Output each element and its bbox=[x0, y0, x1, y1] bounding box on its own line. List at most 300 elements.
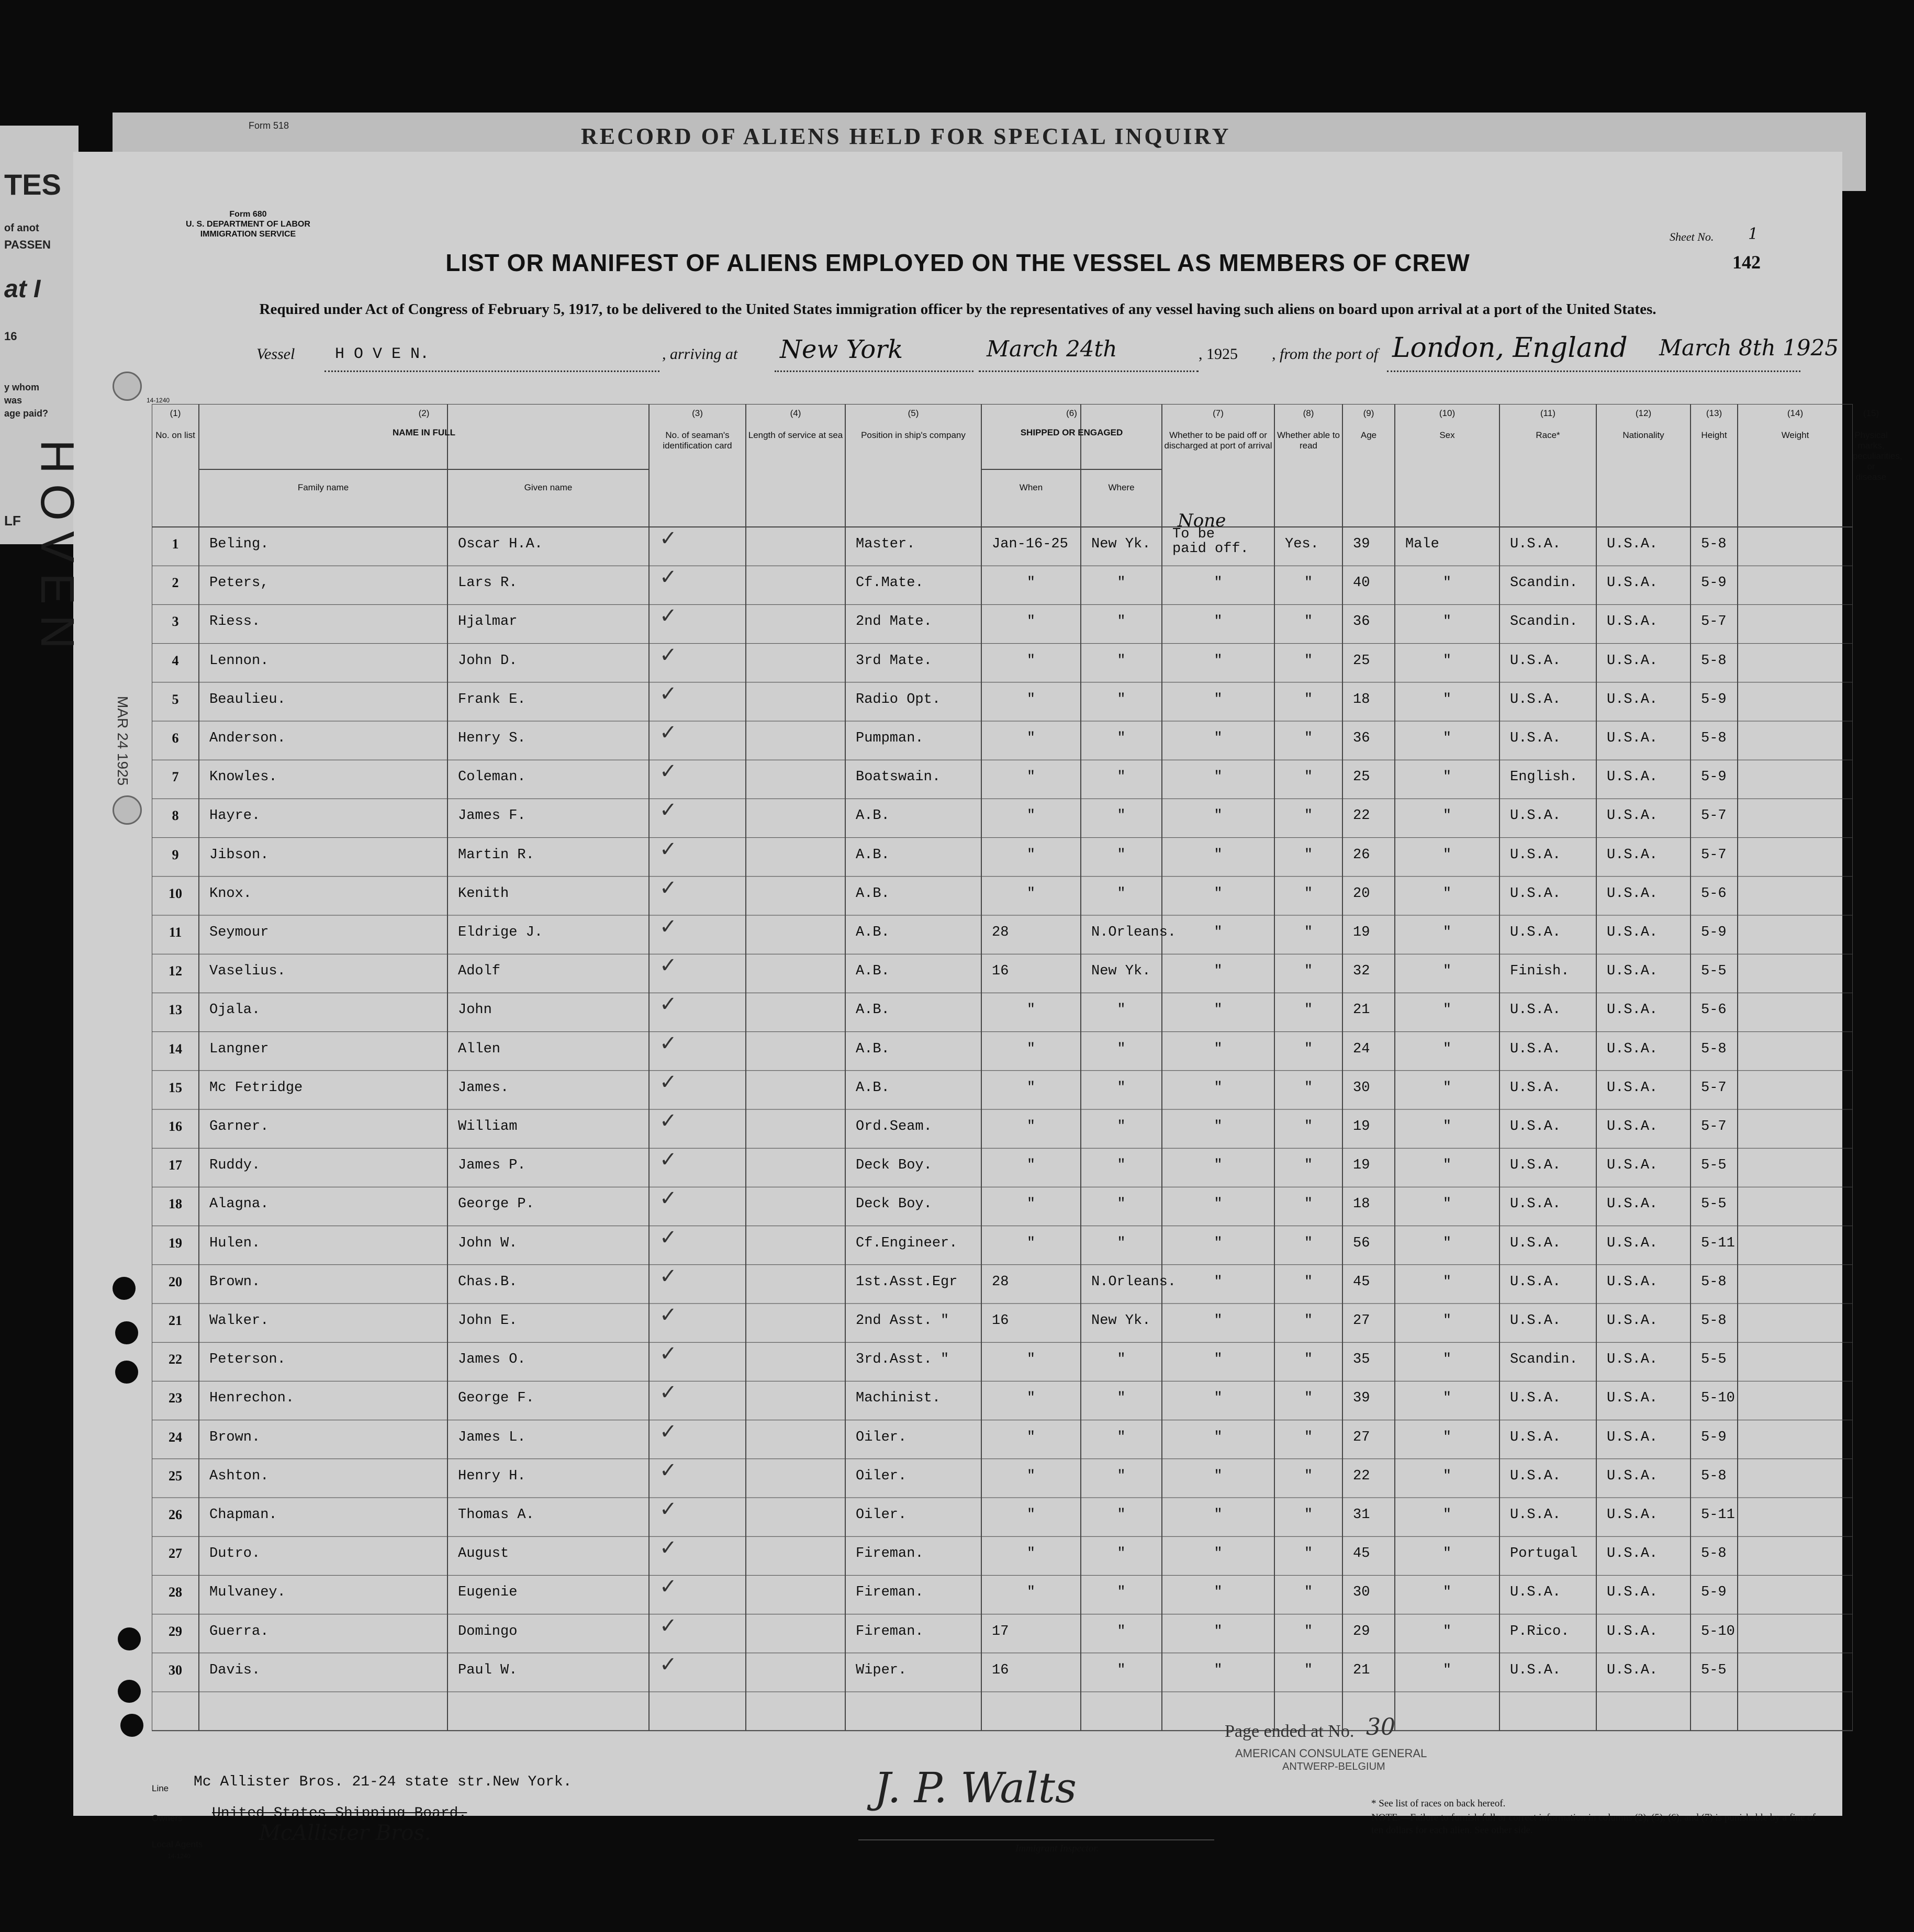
cell-shipped-where: " bbox=[1117, 769, 1126, 785]
cell-able-to-read: " bbox=[1304, 1468, 1313, 1484]
cell-race: U.S.A. bbox=[1510, 1235, 1561, 1251]
check-mark-icon: ✓ bbox=[659, 604, 677, 628]
punch-hole bbox=[113, 1277, 136, 1300]
check-mark-icon: ✓ bbox=[659, 837, 677, 861]
check-mark-icon: ✓ bbox=[659, 1148, 677, 1172]
cell-sex: " bbox=[1442, 1041, 1452, 1057]
cell-position: 1st.Asst.Egr bbox=[856, 1274, 958, 1290]
column-header: SHIPPED OR ENGAGED bbox=[1020, 428, 1123, 437]
cell-race: Scandin. bbox=[1510, 614, 1578, 630]
check-mark-icon: ✓ bbox=[659, 526, 677, 550]
check-mark-icon: ✓ bbox=[659, 1652, 677, 1676]
cell-nationality: U.S.A. bbox=[1607, 808, 1658, 824]
cell-position: A.B. bbox=[856, 808, 890, 824]
cell-sex: " bbox=[1442, 1080, 1452, 1096]
cell-nationality: U.S.A. bbox=[1607, 1390, 1658, 1407]
cell-position: Deck Boy. bbox=[856, 1196, 932, 1212]
cell-nationality: U.S.A. bbox=[1607, 536, 1658, 552]
cell-able-to-read: " bbox=[1304, 1158, 1313, 1174]
check-mark-icon: ✓ bbox=[659, 1264, 677, 1288]
inspector-label: Immigrant Inspector. bbox=[1015, 1843, 1099, 1854]
cell-shipped-when: " bbox=[1026, 847, 1036, 863]
column-header: Length of service at sea bbox=[748, 430, 843, 440]
cell-family-name: Ruddy. bbox=[209, 1158, 261, 1174]
penalty-note: NOTE.—Failure to furnish full or correct information in columns (2), (5), (6), and (7) is punishable by a fine of ten dollars for each alien. See other side. bbox=[1371, 1812, 1816, 1836]
column-header: Nationality bbox=[1622, 430, 1664, 440]
cell-family-name: Hayre. bbox=[209, 808, 261, 824]
consulate-stamp-city: ANTWERP-BELGIUM bbox=[1282, 1761, 1385, 1772]
cell-paid-off: " bbox=[1214, 731, 1223, 746]
left-fragment: LF bbox=[4, 513, 21, 529]
form-identifier bbox=[186, 209, 310, 239]
cell-height: 5-5 bbox=[1701, 963, 1727, 980]
cell-family-name: Mc Fetridge bbox=[209, 1080, 303, 1096]
races-note: * See list of races on back hereof. bbox=[1371, 1798, 1506, 1809]
cell-family-name: Peterson. bbox=[209, 1352, 286, 1368]
cell-shipped-where: " bbox=[1117, 1623, 1126, 1639]
cell-able-to-read: " bbox=[1304, 1585, 1313, 1601]
cell-position: Oiler. bbox=[856, 1468, 907, 1484]
cell-race: P.Rico. bbox=[1510, 1623, 1570, 1639]
cell-family-name: Alagna. bbox=[209, 1196, 269, 1212]
cell-family-name: Anderson. bbox=[209, 731, 286, 746]
left-fragment: age paid? bbox=[4, 408, 49, 419]
cell-family-name: Walker. bbox=[209, 1313, 269, 1329]
cell-race: U.S.A. bbox=[1510, 885, 1561, 902]
cell-race: U.S.A. bbox=[1510, 653, 1561, 669]
cell-nationality: U.S.A. bbox=[1607, 1429, 1658, 1445]
cell-paid-off: " bbox=[1214, 614, 1223, 630]
cell-family-name: Garner. bbox=[209, 1119, 269, 1135]
cell-sex: " bbox=[1442, 1429, 1452, 1445]
column-subheader: Given name bbox=[524, 482, 573, 492]
cell-race: U.S.A. bbox=[1510, 731, 1561, 746]
cell-sex: " bbox=[1442, 769, 1452, 785]
check-mark-icon: ✓ bbox=[659, 1225, 677, 1249]
cell-shipped-when: 28 bbox=[992, 925, 1009, 940]
cell-sex: " bbox=[1442, 614, 1452, 630]
cell-race: U.S.A. bbox=[1510, 1585, 1561, 1601]
cell-able-to-read: " bbox=[1304, 1662, 1313, 1678]
cell-race: U.S.A. bbox=[1510, 925, 1561, 940]
cell-race: Scandin. bbox=[1510, 575, 1578, 591]
cell-able-to-read: " bbox=[1304, 614, 1313, 630]
cell-paid-off: " bbox=[1214, 1546, 1223, 1562]
check-mark-icon: ✓ bbox=[659, 915, 677, 938]
arriving-label: , arriving at bbox=[662, 345, 738, 363]
punch-hole bbox=[118, 1627, 141, 1650]
cell-paid-off: " bbox=[1214, 1313, 1223, 1329]
cell-race: U.S.A. bbox=[1510, 1080, 1561, 1096]
cell-age: 39 bbox=[1353, 536, 1370, 552]
cell-age: 19 bbox=[1353, 1158, 1370, 1174]
column-number: (4) bbox=[790, 408, 801, 418]
cell-shipped-when: " bbox=[1026, 1352, 1036, 1368]
cell-shipped-where: " bbox=[1117, 1119, 1126, 1135]
column-header: Race* bbox=[1536, 430, 1560, 440]
cell-age: 30 bbox=[1353, 1080, 1370, 1096]
row-number: 21 bbox=[169, 1313, 182, 1328]
cell-position: 2nd Asst. " bbox=[856, 1313, 949, 1329]
column-number: (14) bbox=[1787, 408, 1804, 418]
punch-hole bbox=[120, 1714, 143, 1737]
cell-paid-off: " bbox=[1214, 1119, 1223, 1135]
cell-sex: " bbox=[1442, 1002, 1452, 1018]
cell-race: U.S.A. bbox=[1510, 1274, 1561, 1290]
cell-family-name: Mulvaney. bbox=[209, 1585, 286, 1601]
background-form-label: Form 518 bbox=[249, 120, 289, 131]
line-label: Line bbox=[152, 1783, 169, 1793]
cell-position: Boatswain. bbox=[856, 769, 941, 785]
cell-height: 5-7 bbox=[1701, 1080, 1727, 1096]
cell-paid-off: " bbox=[1214, 769, 1223, 785]
from-port: London, England bbox=[1392, 332, 1628, 364]
cell-age: 24 bbox=[1353, 1041, 1370, 1057]
cell-given-name: James P. bbox=[458, 1158, 526, 1174]
cell-shipped-where: " bbox=[1117, 1158, 1126, 1174]
cell-given-name: James F. bbox=[458, 808, 526, 824]
cell-nationality: U.S.A. bbox=[1607, 1002, 1658, 1018]
column-header: No. of seaman's identification card bbox=[663, 430, 732, 451]
cell-nationality: U.S.A. bbox=[1607, 1235, 1658, 1251]
cell-given-name: James O. bbox=[458, 1352, 526, 1368]
column-number: (12) bbox=[1635, 408, 1652, 418]
cell-nationality: U.S.A. bbox=[1607, 1158, 1658, 1174]
page-ended-label: Page ended at No. bbox=[1225, 1722, 1355, 1741]
cell-family-name: Guerra. bbox=[209, 1623, 269, 1639]
cell-position: Radio Opt. bbox=[856, 691, 941, 707]
row-number: 18 bbox=[169, 1196, 182, 1212]
cell-race: U.S.A. bbox=[1510, 1196, 1561, 1212]
cell-shipped-where: " bbox=[1117, 1390, 1126, 1407]
signature-line bbox=[858, 1839, 1214, 1840]
cell-family-name: Ojala. bbox=[209, 1002, 261, 1018]
row-number: 3 bbox=[172, 614, 179, 630]
cell-able-to-read: " bbox=[1304, 1313, 1313, 1329]
column-number: (5) bbox=[908, 408, 919, 418]
cell-able-to-read: " bbox=[1304, 1235, 1313, 1251]
cell-paid-off: " bbox=[1214, 1390, 1223, 1407]
cell-paid-off: " bbox=[1214, 1080, 1223, 1096]
cell-sex: " bbox=[1442, 653, 1452, 669]
cell-paid-off: " bbox=[1214, 1585, 1223, 1601]
cell-given-name: John W. bbox=[458, 1235, 518, 1251]
port-underline bbox=[775, 370, 973, 372]
left-fragment: PASSEN bbox=[4, 238, 51, 251]
row-number: 9 bbox=[172, 847, 179, 862]
print-code-footer: 14-1240 bbox=[167, 1852, 191, 1860]
cell-race: U.S.A. bbox=[1510, 1313, 1561, 1329]
cell-sex: " bbox=[1442, 885, 1452, 902]
cell-race: Portugal bbox=[1510, 1546, 1578, 1562]
row-number: 13 bbox=[169, 1002, 182, 1018]
cell-paid-off: " bbox=[1214, 1623, 1223, 1639]
page-ended-number: 30 bbox=[1366, 1714, 1395, 1740]
cell-nationality: U.S.A. bbox=[1607, 575, 1658, 591]
cell-shipped-when: " bbox=[1026, 885, 1036, 902]
row-number: 27 bbox=[169, 1546, 182, 1562]
local-agents-label: Local Agents bbox=[152, 1839, 203, 1849]
cell-height: 5-10 bbox=[1701, 1390, 1735, 1407]
cell-shipped-when: " bbox=[1026, 614, 1036, 630]
cell-height: 5-8 bbox=[1701, 1313, 1727, 1329]
cell-paid-off: " bbox=[1214, 691, 1223, 707]
cell-age: 21 bbox=[1353, 1662, 1370, 1678]
cell-able-to-read: " bbox=[1304, 963, 1313, 980]
column-number: (7) bbox=[1213, 408, 1224, 418]
row-number: 6 bbox=[172, 731, 179, 746]
cell-shipped-where: " bbox=[1117, 1429, 1126, 1445]
cell-race: U.S.A. bbox=[1510, 808, 1561, 824]
cell-age: 45 bbox=[1353, 1546, 1370, 1562]
cell-height: 5-7 bbox=[1701, 614, 1727, 630]
cell-paid-off: " bbox=[1214, 963, 1223, 980]
cell-shipped-when: " bbox=[1026, 1235, 1036, 1251]
cell-height: 5-7 bbox=[1701, 808, 1727, 824]
cell-nationality: U.S.A. bbox=[1607, 769, 1658, 785]
cell-age: 18 bbox=[1353, 691, 1370, 707]
cell-shipped-where: " bbox=[1117, 653, 1126, 669]
cell-family-name: Jibson. bbox=[209, 847, 269, 863]
cell-race: U.S.A. bbox=[1510, 536, 1561, 552]
cell-paid-off: " bbox=[1214, 1196, 1223, 1212]
cell-family-name: Hulen. bbox=[209, 1235, 261, 1251]
column-number: (10) bbox=[1439, 408, 1456, 418]
cell-height: 5-8 bbox=[1701, 1546, 1727, 1562]
cell-position: Deck Boy. bbox=[856, 1158, 932, 1174]
column-number: (1) bbox=[170, 408, 181, 418]
column-number: (15) bbox=[1863, 408, 1879, 418]
cell-shipped-where: " bbox=[1117, 1507, 1126, 1523]
cell-shipped-where: " bbox=[1117, 614, 1126, 630]
cell-position: A.B. bbox=[856, 1002, 890, 1018]
cell-height: 5-9 bbox=[1701, 1585, 1727, 1601]
cell-sex: " bbox=[1442, 1274, 1452, 1290]
cell-race: U.S.A. bbox=[1510, 1002, 1561, 1018]
row-number: 30 bbox=[169, 1662, 182, 1678]
row-number: 24 bbox=[169, 1429, 182, 1445]
cell-sex: " bbox=[1442, 847, 1452, 863]
owners-value: United States Shipping Board. bbox=[212, 1805, 467, 1822]
cell-family-name: Lennon. bbox=[209, 653, 269, 669]
cell-age: 18 bbox=[1353, 1196, 1370, 1212]
row-number: 25 bbox=[169, 1468, 182, 1484]
cell-age: 25 bbox=[1353, 653, 1370, 669]
cell-nationality: U.S.A. bbox=[1607, 1313, 1658, 1329]
cell-position: Pumpman. bbox=[856, 731, 924, 746]
cell-shipped-when: " bbox=[1026, 1390, 1036, 1407]
cell-shipped-where: " bbox=[1117, 1585, 1126, 1601]
check-mark-icon: ✓ bbox=[659, 1342, 677, 1366]
column-header: Height bbox=[1701, 430, 1727, 440]
column-subheader: Where bbox=[1108, 482, 1135, 492]
cell-shipped-where: New Yk. bbox=[1091, 1313, 1151, 1329]
cell-position: Oiler. bbox=[856, 1507, 907, 1523]
cell-shipped-where: " bbox=[1117, 847, 1126, 863]
cell-race: U.S.A. bbox=[1510, 691, 1561, 707]
from-underline bbox=[1387, 370, 1800, 372]
cell-given-name: Martin R. bbox=[458, 847, 534, 863]
row-number: 22 bbox=[169, 1352, 182, 1367]
column-header: Age bbox=[1360, 430, 1377, 440]
vessel-label: Vessel bbox=[256, 345, 295, 363]
cell-given-name: John D. bbox=[458, 653, 518, 669]
vessel-name: H O V E N. bbox=[335, 345, 430, 363]
cell-position: Wiper. bbox=[856, 1662, 907, 1678]
column-header: NAME IN FULL bbox=[393, 428, 455, 437]
cell-shipped-when: " bbox=[1026, 1546, 1036, 1562]
cell-given-name: Coleman. bbox=[458, 769, 526, 785]
cell-race: U.S.A. bbox=[1510, 1390, 1561, 1407]
cell-paid-off: " bbox=[1214, 1041, 1223, 1057]
cell-shipped-where: " bbox=[1117, 1080, 1126, 1096]
cell-shipped-when: " bbox=[1026, 1585, 1036, 1601]
cell-nationality: U.S.A. bbox=[1607, 1468, 1658, 1484]
cell-shipped-when: 16 bbox=[992, 1662, 1009, 1678]
cell-able-to-read: " bbox=[1304, 1196, 1313, 1212]
cell-nationality: U.S.A. bbox=[1607, 1546, 1658, 1562]
cell-height: 5-8 bbox=[1701, 1468, 1727, 1484]
cell-able-to-read: " bbox=[1304, 1546, 1313, 1562]
cell-shipped-where: " bbox=[1117, 1468, 1126, 1484]
cell-shipped-where: " bbox=[1117, 575, 1126, 591]
cell-shipped-when: Jan-16-25 bbox=[992, 536, 1068, 552]
cell-shipped-where: " bbox=[1117, 808, 1126, 824]
cell-able-to-read: " bbox=[1304, 691, 1313, 707]
cell-shipped-when: " bbox=[1026, 691, 1036, 707]
cell-position: A.B. bbox=[856, 1080, 890, 1096]
check-mark-icon: ✓ bbox=[659, 1458, 677, 1482]
cell-given-name: Kenith bbox=[458, 885, 509, 902]
arrival-port: New York bbox=[780, 335, 903, 364]
cell-shipped-when: " bbox=[1026, 1196, 1036, 1212]
cell-age: 39 bbox=[1353, 1390, 1370, 1407]
inspector-signature: J. P. Walts bbox=[874, 1763, 1077, 1812]
manifest-sheet bbox=[73, 152, 1902, 1860]
cell-nationality: U.S.A. bbox=[1607, 1585, 1658, 1601]
row-number: 4 bbox=[172, 653, 179, 668]
cell-race: Finish. bbox=[1510, 963, 1570, 980]
cell-shipped-where: " bbox=[1117, 731, 1126, 746]
row-number: 26 bbox=[169, 1507, 182, 1522]
row-number: 11 bbox=[169, 925, 182, 940]
cell-sex: " bbox=[1442, 808, 1452, 824]
row-number: 8 bbox=[172, 808, 179, 824]
column-header: Whether able to read bbox=[1277, 430, 1340, 451]
check-mark-icon: ✓ bbox=[659, 681, 677, 705]
department-name: U. S. DEPARTMENT OF LABOR bbox=[186, 220, 310, 229]
cell-race: U.S.A. bbox=[1510, 1662, 1561, 1678]
cell-nationality: U.S.A. bbox=[1607, 653, 1658, 669]
cell-family-name: Beaulieu. bbox=[209, 691, 286, 707]
date-underline bbox=[979, 370, 1199, 372]
cell-age: 19 bbox=[1353, 1119, 1370, 1135]
cell-paid-off: To be paid off. bbox=[1172, 526, 1249, 557]
cell-sex: " bbox=[1442, 1158, 1452, 1174]
cell-position: Machinist. bbox=[856, 1390, 941, 1407]
cell-age: 29 bbox=[1353, 1623, 1370, 1639]
cell-height: 5-5 bbox=[1701, 1662, 1727, 1678]
cell-height: 5-9 bbox=[1701, 769, 1727, 785]
column-number: (8) bbox=[1303, 408, 1314, 418]
cell-family-name: Brown. bbox=[209, 1274, 261, 1290]
cell-shipped-when: " bbox=[1026, 808, 1036, 824]
cell-shipped-when: " bbox=[1026, 1119, 1036, 1135]
row-number: 17 bbox=[169, 1158, 182, 1173]
cell-nationality: U.S.A. bbox=[1607, 1196, 1658, 1212]
check-mark-icon: ✓ bbox=[659, 1497, 677, 1521]
cell-height: 5-8 bbox=[1701, 731, 1727, 746]
cell-race: U.S.A. bbox=[1510, 1468, 1561, 1484]
cell-given-name: Henry H. bbox=[458, 1468, 526, 1484]
cell-position: 3rd.Asst. " bbox=[856, 1352, 949, 1368]
cell-paid-off: " bbox=[1214, 808, 1223, 824]
cell-age: 32 bbox=[1353, 963, 1370, 980]
cell-shipped-when: " bbox=[1026, 769, 1036, 785]
row-number: 16 bbox=[169, 1119, 182, 1134]
cell-age: 36 bbox=[1353, 614, 1370, 630]
cell-height: 5-11 bbox=[1701, 1507, 1735, 1523]
cell-shipped-where: N.Orleans. bbox=[1091, 925, 1177, 940]
column-header: Physical marks, peculiarities, or disease bbox=[1853, 430, 1902, 482]
column-header: No. on list bbox=[155, 430, 195, 440]
cell-nationality: U.S.A. bbox=[1607, 691, 1658, 707]
cell-height: 5-5 bbox=[1701, 1158, 1727, 1174]
cell-height: 5-7 bbox=[1701, 1119, 1727, 1135]
local-agents-value: McAllister Bros. bbox=[259, 1821, 431, 1845]
check-mark-icon: ✓ bbox=[659, 1613, 677, 1637]
left-fragment: y whom bbox=[4, 382, 40, 392]
left-fragment: was bbox=[4, 395, 23, 406]
left-fragment: of anot bbox=[4, 222, 39, 234]
cell-age: 22 bbox=[1353, 1468, 1370, 1484]
cell-able-to-read: " bbox=[1304, 1274, 1313, 1290]
cell-position: A.B. bbox=[856, 1041, 890, 1057]
cell-sex: " bbox=[1442, 1585, 1452, 1601]
cell-sex: " bbox=[1442, 731, 1452, 746]
column-subheader: When bbox=[1019, 482, 1043, 492]
left-fragment: 16 bbox=[4, 330, 17, 343]
cell-shipped-when: 16 bbox=[992, 963, 1009, 980]
cell-nationality: U.S.A. bbox=[1607, 1352, 1658, 1368]
cell-sex: Male bbox=[1405, 536, 1439, 552]
left-fragment: at I bbox=[4, 275, 41, 303]
left-fragment: TES bbox=[4, 168, 61, 201]
check-mark-icon: ✓ bbox=[659, 721, 677, 744]
row-number: 10 bbox=[169, 885, 182, 901]
cell-shipped-when: 16 bbox=[992, 1313, 1009, 1329]
cell-family-name: Riess. bbox=[209, 614, 261, 630]
cell-family-name: Vaselius. bbox=[209, 963, 286, 980]
cell-height: 5-8 bbox=[1701, 536, 1727, 552]
cell-able-to-read: " bbox=[1304, 1119, 1313, 1135]
vessel-underline bbox=[324, 370, 659, 372]
cell-family-name: Knox. bbox=[209, 885, 252, 902]
cell-height: 5-8 bbox=[1701, 1041, 1727, 1057]
punch-hole bbox=[113, 372, 142, 401]
column-number: (9) bbox=[1363, 408, 1374, 418]
cell-height: 5-10 bbox=[1701, 1623, 1735, 1639]
cell-sex: " bbox=[1442, 1546, 1452, 1562]
cell-age: 31 bbox=[1353, 1507, 1370, 1523]
cell-position: A.B. bbox=[856, 885, 890, 902]
check-mark-icon: ✓ bbox=[659, 1109, 677, 1132]
check-mark-icon: ✓ bbox=[659, 953, 677, 978]
cell-height: 5-5 bbox=[1701, 1352, 1727, 1368]
cell-family-name: Chapman. bbox=[209, 1507, 277, 1523]
cell-able-to-read: " bbox=[1304, 925, 1313, 940]
cell-family-name: Peters, bbox=[209, 575, 269, 591]
